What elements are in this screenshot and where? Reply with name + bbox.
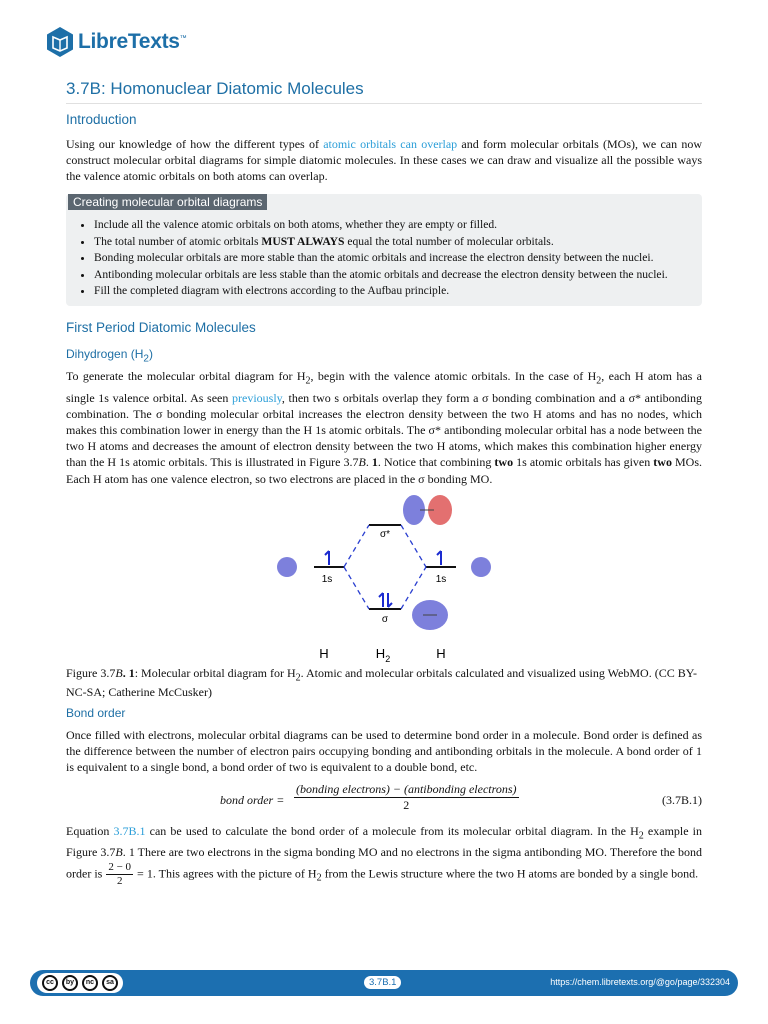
nc-icon: nc bbox=[82, 975, 98, 991]
figure-caption: Figure 3.7B. 1: Molecular orbital diagram for $H_2$. Atomic and molecular orbitals calculated and visualized using WebMO. (CC BY-NC-SA; Catherine McCusker) bbox=[66, 666, 698, 700]
list-item: • Antibonding molecular orbitals are less stable than the atomic orbitals and decrease the electron density between the nuclei. bbox=[94, 267, 694, 284]
h-right-atomic-orbital bbox=[471, 557, 491, 577]
list-item: • The total number of atomic orbitals MUST ALWAYS equal the total number of molecular orbitals. bbox=[94, 234, 694, 251]
page-url-link[interactable]: https://chem.libretexts.org/@go/page/332304 bbox=[550, 977, 730, 987]
by-icon: by bbox=[62, 975, 78, 991]
bond-order-heading: Bond order bbox=[66, 706, 126, 720]
intro-paragraph: Using our knowledge of how the different types of atomic orbitals can overlap and form molecular orbitals (MOs), we can now construct molecular orbital diagrams for simple diatomic molecules. In these cases we can draw and visualize all the possible ways the valence atomic orbitals on both atoms can overlap. bbox=[66, 137, 703, 184]
h2-label: $H_2$ bbox=[375, 646, 391, 664]
equation-numerator: (bonding electrons) − (antibonding electrons) bbox=[296, 782, 517, 796]
equation-denominator: 2 bbox=[403, 798, 410, 812]
equation-link[interactable]: 3.7B.1 bbox=[113, 824, 146, 838]
bond-order-equation bbox=[66, 782, 702, 818]
label-1s-left: 1s bbox=[321, 574, 333, 585]
sa-icon: sa bbox=[102, 975, 118, 991]
label-1s-right: 1s bbox=[435, 574, 447, 585]
guidelines-box bbox=[66, 194, 702, 306]
h-left-label: H bbox=[319, 646, 329, 661]
logo-icon bbox=[46, 26, 74, 58]
page-title: 3.7B: Homonuclear Diatomic Molecules bbox=[66, 79, 702, 104]
h-left-atomic-orbital bbox=[277, 557, 297, 577]
logo-text: LibreTexts™ bbox=[78, 30, 187, 53]
bond-order-paragraph: Once filled with electrons, molecular orbital diagrams can be used to determine bond order in a molecule. Bond order is defined as the difference between the number of electron pairs occupying bonding and antibonding orbitals in the molecule. A bond order of 1 is equivalent to a single bond, a bond order of two is equivalent to a double bond, etc. bbox=[66, 728, 702, 775]
inline-fraction: $\frac{2 - 0}{2}$ bbox=[108, 861, 132, 888]
atomic-orbitals-link[interactable]: atomic orbitals can overlap bbox=[323, 137, 458, 151]
bond-order-paragraph-2: Equation 3.7B.1 can be used to calculate the bond order of a molecule from its molecular orbital diagram. In the $H_2$ example in Figure 3.7B. 1 There are two electrons in the sigma bonding MO and no electrons in the sigma antibonding MO. Therefore the bond order is $\frac{2 - 0}{2}$ = 1. This agrees with the picture of $H_2$ from the Lewis structure where the two H atoms are bonded by a single bond. bbox=[66, 824, 703, 888]
footer-bar bbox=[30, 970, 738, 996]
list-item: • Bonding molecular orbitals are more stable than the atomic orbitals and increase the electron density between the nuclei. bbox=[94, 250, 694, 267]
sigma-label: σ bbox=[381, 614, 389, 625]
list-item: • Include all the valence atomic orbitals on both atoms, whether they are empty or filled. bbox=[94, 217, 694, 234]
guidelines-box-title: Creating molecular orbital diagrams bbox=[68, 194, 267, 210]
equation-lhs: bond order = bbox=[220, 793, 285, 807]
list-item: • Fill the completed diagram with electrons according to the Aufbau principle. bbox=[94, 283, 694, 300]
mo-diagram-figure bbox=[270, 490, 492, 665]
guidelines-list bbox=[66, 217, 694, 300]
libretexts-logo[interactable] bbox=[46, 26, 186, 58]
equation-fraction bbox=[294, 782, 519, 813]
h-right-label: H bbox=[436, 646, 446, 661]
dihydrogen-heading: Dihydrogen $(H_2)$ bbox=[66, 347, 153, 365]
introduction-heading: Introduction bbox=[66, 112, 137, 127]
sigma-star-label: σ* bbox=[379, 529, 391, 540]
equation-number: (3.7B.1) bbox=[662, 793, 702, 807]
first-period-heading: First Period Diatomic Molecules bbox=[66, 320, 256, 335]
previously-link[interactable]: previously bbox=[232, 390, 282, 405]
page-number-badge: 3.7B.1 bbox=[364, 976, 401, 989]
cc-license-badge[interactable] bbox=[37, 973, 123, 993]
cc-icon: cc bbox=[42, 975, 58, 991]
dihydrogen-paragraph: To generate the molecular orbital diagram for $H_2$, begin with the valence atomic orbitals. In the case of $H_2$, each H atom has a single 1s valence orbital. As seen previously, then two s orbitals overlap they form a σ bonding combination and a σ* antibonding combination. The σ bonding molecular orbital increases the electron density between the two H atoms and has no nodes, which makes this combination lower in energy than the H 1s atomic orbitals. The σ* antibonding molecular orbital has a node between the two H atoms and decreases the amount of electron density between the two H atoms, which makes this combination higher energy than the H 1s atomic orbitals. This is illustrated in Figure 3.7B. 1. Notice that combining two 1s atomic orbitals has given two MOs. Each H atom has one valence electron, so two electrons are placed in the σ bonding MO. bbox=[66, 369, 703, 486]
